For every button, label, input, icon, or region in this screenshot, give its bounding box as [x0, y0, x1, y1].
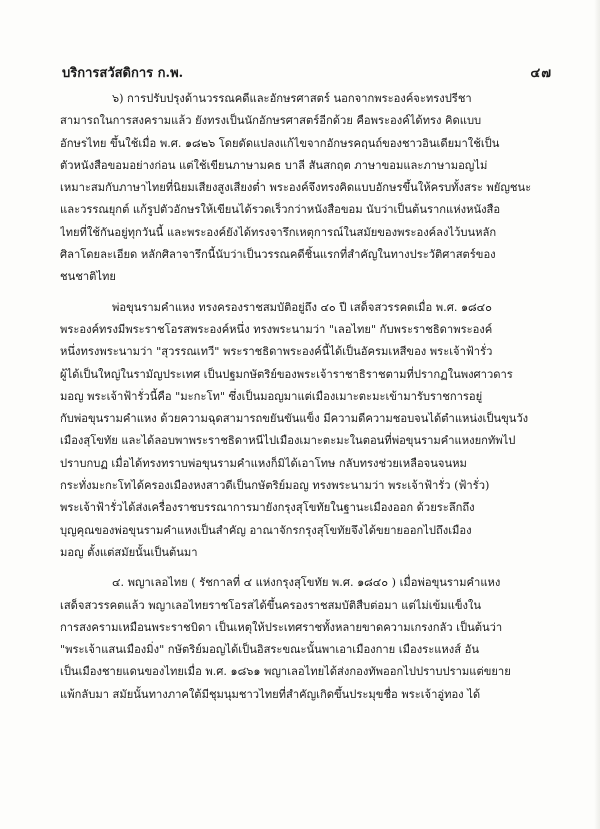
text-line: ตัวหนังสือขอมอย่างก่อน แต่ใช้เขียนภาษามคธ บาลี สันสกฤต ภาษาขอมและภาษามอญไม่	[60, 158, 488, 172]
text-line: เมืองสุโขทัย และได้ลอบพาพระราชธิดาหนีไปเมืองเมาะตะมะในตอนที่พ่อขุนรามคำแหงยกทัพไป	[60, 434, 516, 448]
text-line: มอญ พระเจ้าฟ้ารั่วนี้คือ "มะกะโท" ซึ่งเป็นมอญมาแต่เมืองเมาะตะมะเข้ามารับราชการอยู่	[60, 389, 483, 403]
text-line: มอญ ตั้งแต่สมัยนั้นเป็นต้นมา	[60, 545, 198, 559]
text-line: ชนชาติไทย	[60, 270, 116, 284]
text-line: พ่อขุนรามคำแหง ทรงครองราชสมบัติอยู่ถึง ๔๐ ปี เสด็จสวรรคตเมื่อ พ.ศ. ๑๘๔๐	[112, 300, 492, 314]
paragraph-reforms-literature	[60, 88, 554, 289]
text-line: บุญคุณของพ่อขุนรามคำแหงเป็นสำคัญ อาณาจักรกรุงสุโขทัยจึงได้ขยายออกไปถึงเมือง	[60, 523, 472, 537]
text-line: แพ้กลับมา สมัยนั้นทางภาคใต้มีชุมนุมชาวไทยที่สำคัญเกิดขึ้นประมุขชื่อ พระเจ้าอู่ทอง ได้	[60, 687, 481, 701]
text-line: "พระเจ้าแสนเมืองมิ่ง" กษัตริย์มอญได้เป็นอิสระขณะนั้นพาเอาเมืองกาย เมืองระแหงส์ อัน	[60, 643, 479, 657]
text-line: เป็นเมืองชายแดนของไทยเมื่อ พ.ศ. ๑๘๖๑ พญาเลอไทยได้ส่งกองทัพออกไปปราบปรามแต่ขยาย	[60, 665, 511, 679]
text-line: กระทั่งมะกะโทได้ครองเมืองหงสาวดีเป็นกษัตริย์มอญ ทรงพระนามว่า พระเจ้าฟ้ารั่ว (ฟ้ารั่ว)	[60, 479, 490, 493]
text-line: ๖) การปรับปรุงด้านวรรณคดีและอักษรศาสตร์ นอกจากพระองค์จะทรงปรีชา	[112, 92, 472, 105]
text-line: ผู้ได้เป็นใหญ่ในรามัญประเทศ เป็นปฐมกษัตริย์ของพระเจ้าราชาธิราชตามที่ปรากฏในพงศาวดาร	[60, 367, 513, 381]
running-header-title: บริการสวัสดิการ ก.พ.	[62, 66, 184, 81]
text-line: เสด็จสวรรคตแล้ว พญาเลอไทยราชโอรสได้ขึ้นครองราชสมบัติสืบต่อมา แต่ไม่เข้มแข็งใน	[60, 598, 482, 612]
text-line: เหมาะสมกับภาษาไทยที่นิยมเสียงสูงเสียงต่ำ พระองค์จึงทรงคิดแบบอักษรขึ้นให้ครบทั้งสระ พยัญชนะ	[60, 181, 532, 195]
text-line: พระองค์ทรงมีพระราชโอรสพระองค์หนึ่ง ทรงพระนามว่า "เลอไทย" กับพระราชธิดาพระองค์	[60, 322, 493, 336]
text-line: กับพ่อขุนรามคำแหง ด้วยความฉุดสามารถขยันขันแข็ง มีความดีความชอบจนได้ตำแหน่งเป็นขุนวัง	[60, 412, 529, 426]
text-line: การสงครามเหมือนพระราชบิดา เป็นเหตุให้ประเทศราชทั้งหลายขาดความเกรงกลัว เป็นต้นว่า	[60, 620, 503, 634]
text-line: สามารถในการสงครามแล้ว ยังทรงเป็นนักอักษรศาสตร์อีกด้วย คือพระองค์ได้ทรง คิดแบบ	[60, 114, 482, 128]
text-line: พระเจ้าฟ้ารั่วได้ส่งเครื่องราชบรรณาการมายังกรุงสุโขทัยในฐานะเมืองออก ด้วยระลึกถึง	[60, 501, 475, 515]
text-line: ศิลาโดยละเอียด หลักศิลาจารึกนี้นับว่าเป็นวรรณคดีชิ้นแรกที่สำคัญในทางประวัติศาสตร์ของ	[60, 248, 496, 262]
scan-edge-shadow	[594, 0, 600, 829]
body-text	[60, 88, 554, 714]
page-header	[62, 62, 552, 83]
text-line: ไทยที่ใช้กันอยู่ทุกวันนี้ และพระองค์ยังได้ทรงจารึกเหตุการณ์ในสมัยของพระองค์ลงไว้บนหลัก	[60, 225, 497, 239]
text-line: และวรรณยุกต์ แก้รูปตัวอักษรให้เขียนได้รวดเร็วกว่าหนังสือขอม นับว่าเป็นต้นรากแห่งหนังสือ	[60, 203, 501, 217]
text-line: อักษรไทย ขึ้นใช้เมื่อ พ.ศ. ๑๘๒๖ โดยดัดแปลงแก้ไขจากอักษรคฤนถ์ของชาวอินเดียมาใช้เป็น	[60, 136, 500, 150]
text-line: ปราบกบฏ เมื่อได้ทรงทราบพ่อขุนรามคำแหงก็มิได้เอาโทษ กลับทรงช่วยเหลือจนจนหม	[60, 456, 467, 470]
paragraph-loethai	[60, 572, 554, 706]
paragraph-ramkhamhaeng	[60, 297, 554, 565]
text-line: ๔. พญาเลอไทย ( รัชกาลที่ ๔ แห่งกรุงสุโขทัย พ.ศ. ๑๘๔๐ ) เมื่อพ่อขุนรามคำแหง	[112, 576, 501, 590]
page-number: ๔๗	[530, 66, 552, 81]
text-line: หนึ่งทรงพระนามว่า "สุวรรณเทวี" พระราชธิดาพระองค์นี้ได้เป็นอัครมเหสีของ พระเจ้าฟ้ารั่ว	[60, 345, 493, 359]
